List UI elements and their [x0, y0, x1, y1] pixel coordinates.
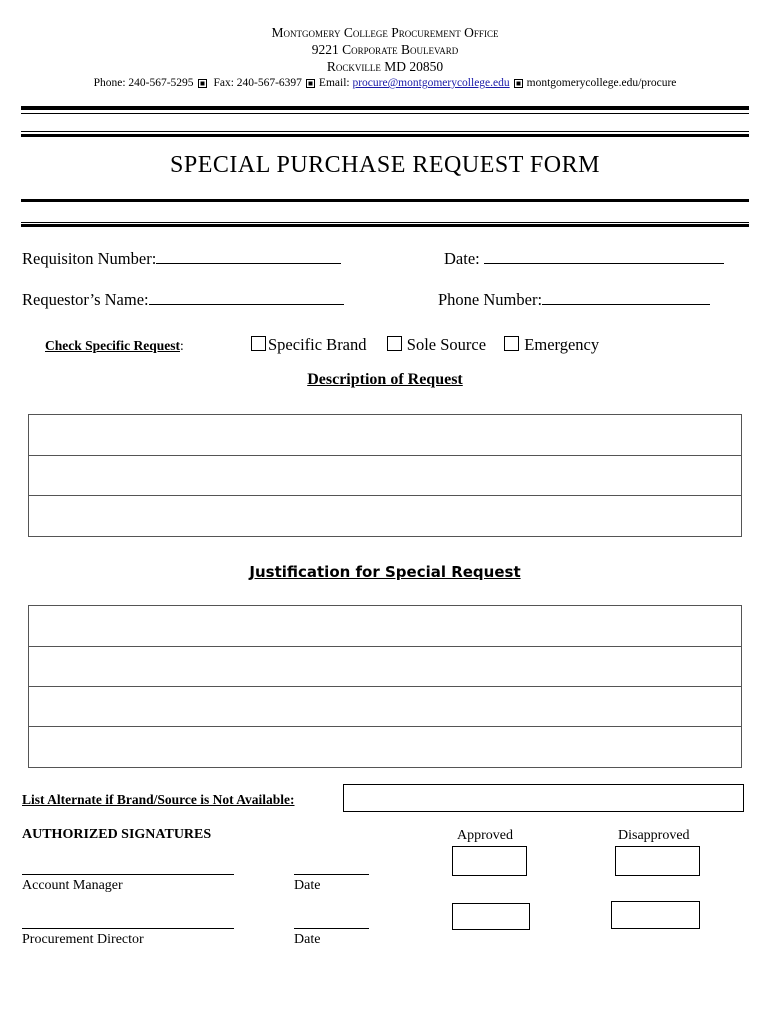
sole-source-checkbox[interactable]: [387, 336, 402, 351]
account-manager-approved-box[interactable]: [452, 846, 527, 876]
header-rule-thick: [21, 106, 749, 110]
fax-text: Fax: 240-567-6397: [213, 77, 302, 89]
description-table[interactable]: [28, 414, 742, 537]
title-rule-top-thick: [21, 134, 749, 137]
form-title: SPECIAL PURCHASE REQUEST FORM: [170, 152, 600, 178]
description-row-divider: [29, 455, 741, 456]
requisition-number-input[interactable]: [156, 249, 341, 264]
phone-number-label: Phone Number:: [438, 290, 543, 309]
sole-source-label: Sole Source: [406, 335, 487, 354]
check-request-label-text: Check Specific Request: [45, 338, 180, 353]
header-rule-thin: [21, 113, 749, 114]
requisition-number-field: [22, 249, 341, 269]
date-input[interactable]: [484, 249, 724, 264]
justification-heading-text: Justification for Special Request: [249, 563, 521, 581]
email-label: Email:: [318, 77, 350, 89]
check-request-label: Check Specific Request:: [45, 338, 184, 353]
alternate-label: List Alternate if Brand/Source is Not Available:: [22, 792, 295, 807]
contact-line: [0, 77, 770, 89]
account-manager-date-label: Date: [294, 878, 321, 893]
approved-label: Approved: [457, 828, 513, 843]
procurement-director-signature-line[interactable]: [22, 928, 234, 929]
title-rule-bottom-thin: [21, 222, 749, 223]
procurement-director-label: Procurement Director: [22, 932, 144, 947]
bullet-icon: [198, 79, 207, 88]
check-request-options: [251, 335, 599, 355]
description-heading: [0, 371, 770, 389]
disapproved-label: Disapproved: [618, 828, 690, 843]
phone-number-input[interactable]: [542, 290, 710, 305]
procurement-director-approved-box[interactable]: [452, 903, 530, 930]
signatures-heading: AUTHORIZED SIGNATURES: [22, 827, 212, 842]
account-manager-signature-line[interactable]: [22, 874, 234, 875]
phone-number-field: [438, 290, 710, 310]
office-name: [0, 25, 770, 41]
bullet-icon: [514, 79, 523, 88]
requisition-number-label: Requisiton Number:: [22, 249, 157, 268]
title-rule-bottom-thick: [21, 199, 749, 202]
date-label: Date:: [444, 249, 480, 268]
account-manager-disapproved-box[interactable]: [615, 846, 700, 876]
address-line-2: [0, 59, 770, 75]
date-field: [444, 249, 724, 269]
account-manager-label: Account Manager: [22, 878, 123, 893]
address-line-2-text: Rockville MD 20850: [326, 59, 444, 74]
description-heading-text: Description of Request: [307, 371, 463, 388]
phone-text: Phone: 240-567-5295: [93, 77, 194, 89]
emergency-checkbox[interactable]: [504, 336, 519, 351]
alternate-input[interactable]: [343, 784, 744, 812]
title-rule-bottom-thick-2: [21, 224, 749, 227]
requestor-name-input[interactable]: [149, 290, 344, 305]
procurement-director-disapproved-box[interactable]: [611, 901, 700, 929]
justification-heading: [0, 562, 770, 581]
account-manager-date-line[interactable]: [294, 874, 369, 875]
requestor-name-field: [22, 290, 344, 310]
bullet-icon: [306, 79, 315, 88]
justification-row-divider: [29, 726, 741, 727]
requestor-name-label: Requestor’s Name:: [22, 290, 149, 309]
justification-row-divider: [29, 686, 741, 687]
title-rule-top-thin: [21, 131, 749, 132]
address-line-1-text: 9221 Corporate Boulevard: [311, 42, 459, 57]
justification-table[interactable]: [28, 605, 742, 768]
procurement-director-date-label: Date: [294, 932, 321, 947]
website-text: montgomerycollege.edu/procure: [526, 77, 677, 89]
emergency-label: Emergency: [524, 335, 600, 354]
procurement-director-date-line[interactable]: [294, 928, 369, 929]
specific-brand-checkbox[interactable]: [251, 336, 266, 351]
justification-row-divider: [29, 646, 741, 647]
email-link[interactable]: procure@montgomerycollege.edu: [352, 77, 510, 89]
description-row-divider: [29, 495, 741, 496]
address-line-1: [0, 42, 770, 58]
specific-brand-label: Specific Brand: [268, 335, 367, 354]
office-name-text: Montgomery College Procurement Office: [271, 25, 499, 40]
